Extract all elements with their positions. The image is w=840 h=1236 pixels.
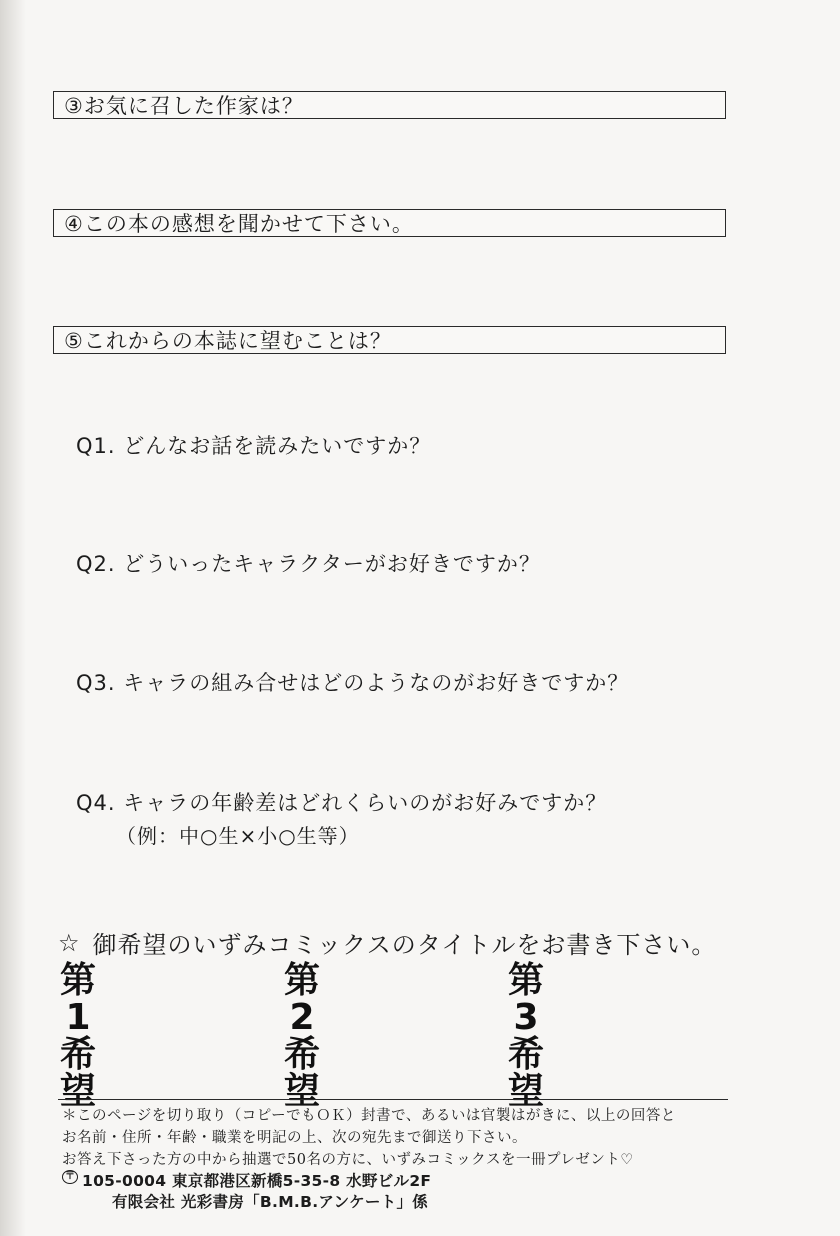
choice-char: 望 <box>507 1071 544 1112</box>
address-line-2: 有限会社 光彩書房「B.M.B.アンケート」係 <box>112 1193 429 1211</box>
postal-mark-icon: 〒 <box>62 1170 78 1184</box>
choice-char: 3 <box>513 997 539 1038</box>
choice-char: 望 <box>283 1071 320 1112</box>
page-binding-shadow <box>0 0 26 1236</box>
question-q3: Q3. キャラの組み合せはどのようなのがお好きですか？ <box>76 671 630 695</box>
question-q4-example: （例：中○生×小○生等） <box>116 824 360 848</box>
question-box-impressions <box>53 209 726 237</box>
wish-choice-2 <box>280 962 324 1110</box>
wish-choice-1 <box>56 962 100 1110</box>
choice-char: 1 <box>65 997 91 1038</box>
question-q4: Q4. キャラの年齢差はどれくらいのがお好みですか？ <box>76 791 608 815</box>
wish-section-title: 御希望のいずみコミックスのタイトルをお書き下さい。 <box>92 931 717 959</box>
question-q1: Q1. どんなお話を読みたいですか？ <box>76 434 432 458</box>
choice-char: 第 <box>507 960 544 1001</box>
question-label: ④この本の感想を聞かせて下さい。 <box>64 212 414 236</box>
question-label: ③お気に召した作家は？ <box>64 94 304 118</box>
choice-char: 希 <box>59 1034 96 1075</box>
choice-char: 2 <box>289 997 315 1038</box>
question-box-favorite-author <box>53 91 726 119</box>
choice-char: 第 <box>283 960 320 1001</box>
note-line-2: お名前・住所・年齢・職業を明記の上、次の宛先まで御送り下さい。 <box>62 1130 527 1146</box>
wish-choice-3 <box>504 962 548 1110</box>
choice-char: 希 <box>507 1034 544 1075</box>
star-icon: ☆ <box>58 928 81 957</box>
wish-section-heading <box>58 925 716 960</box>
choice-char: 望 <box>59 1071 96 1112</box>
question-box-magazine-wishes <box>53 326 726 354</box>
note-line-1: ＊このページを切り取り（コピーでもＯＫ）封書で、あるいは官製はがきに、以上の回答と <box>62 1108 676 1124</box>
note-line-3: お答え下さった方の中から抽選で50名の方に、いずみコミックスを一冊プレゼント♡ <box>62 1152 634 1168</box>
question-label: ⑤これからの本誌に望むことは？ <box>64 329 392 353</box>
choice-char: 希 <box>283 1034 320 1075</box>
section-divider <box>58 1099 728 1100</box>
question-q2: Q2. どういったキャラクターがお好きですか？ <box>76 552 541 576</box>
address-line-1: 105-0004 東京都港区新橋5-35-8 水野ビル2F <box>82 1172 432 1190</box>
choice-char: 第 <box>59 960 96 1001</box>
